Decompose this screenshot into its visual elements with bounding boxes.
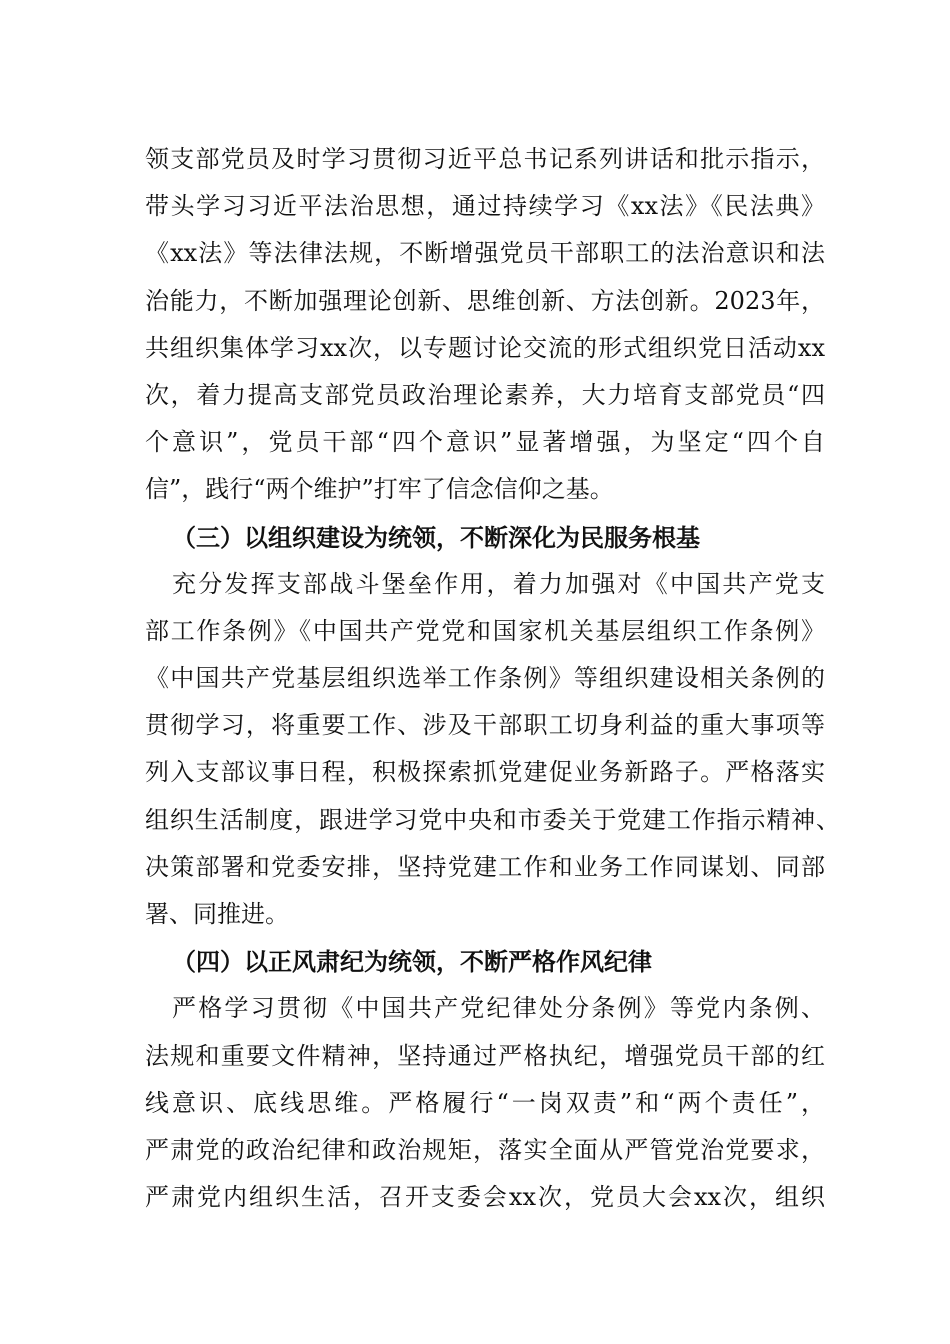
paragraph-political-study (145, 136, 825, 514)
text-line: 《xx法》等法律法规，不断增强党员干部职工的法治意识和法 (145, 239, 825, 268)
section-heading-3: （三）以组织建设为统领，不断深化为民服务根基 (172, 522, 700, 552)
text-line: 部工作条例》《中国共产党党和国家机关基层组织工作条例》 (145, 616, 825, 645)
text-line: 贯彻学习，将重要工作、涉及干部职工切身利益的重大事项等 (145, 711, 825, 740)
text-line: 组织生活制度，跟进学习党中央和市委关于党建工作指示精神、 (145, 805, 840, 834)
text-line: 次，着力提高支部党员政治理论素养，大力培育支部党员“四 (145, 380, 825, 409)
paragraph-organization (145, 561, 840, 939)
text-line: 充分发挥支部战斗堡垒作用，着力加强对《中国共产党支 (172, 569, 825, 598)
text-line: 线意识、底线思维。严格履行“一岗双责”和“两个责任”， (145, 1088, 825, 1117)
text-line: 个意识”，党员干部“四个意识”显著增强，为坚定“四个自 (145, 428, 825, 457)
text-line: 决策部署和党委安排，坚持党建工作和业务工作同谋划、同部 (145, 852, 825, 881)
text-line: 列入支部议事日程，积极探索抓党建促业务新路子。严格落实 (145, 758, 825, 787)
text-line: 法规和重要文件精神，坚持通过严格执纪，增强党员干部的红 (145, 1041, 825, 1070)
section-heading-4: （四）以正风肃纪为统领，不断严格作风纪律 (172, 947, 652, 977)
document-page (145, 136, 840, 1221)
text-line: 带头学习习近平法治思想，通过持续学习《xx法》《民法典》 (145, 192, 825, 221)
text-line: 信”，践行“两个维护”打牢了信念信仰之基。 (145, 475, 614, 504)
text-line: 严肃党的政治纪律和政治规矩，落实全面从严管党治党要求， (145, 1135, 825, 1164)
paragraph-discipline (145, 985, 825, 1221)
text-line: 严肃党内组织生活，召开支委会xx次，党员大会xx次，组织 (145, 1183, 825, 1212)
text-line: 领支部党员及时学习贯彻习近平总书记系列讲话和批示指示， (145, 145, 825, 173)
text-line: 《中国共产党基层组织选举工作条例》等组织建设相关条例的 (145, 664, 825, 693)
text-line: 治能力，不断加强理论创新、思维创新、方法创新。2023年， (145, 286, 825, 315)
text-line: 共组织集体学习xx次，以专题讨论交流的形式组织党日活动xx (145, 333, 825, 362)
text-line: 署、同推进。 (145, 900, 289, 928)
text-line: 严格学习贯彻《中国共产党纪律处分条例》等党内条例、 (172, 994, 825, 1023)
